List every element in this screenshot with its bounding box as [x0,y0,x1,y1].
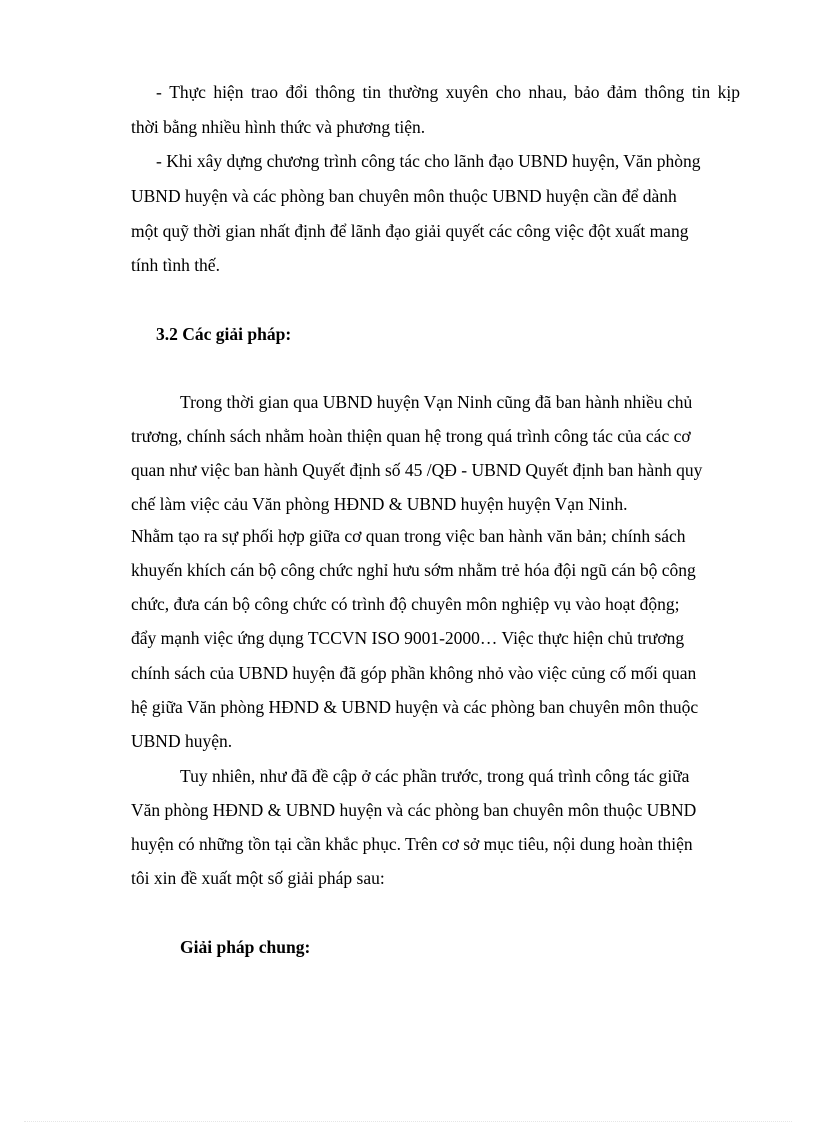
paragraph-2-line-2: UBND huyện và các phòng ban chuyên môn thuộc UBND huyện cần để dành [131,186,677,206]
paragraph-4-line-3: chức, đưa cán bộ công chức có trình độ chuyên môn nghiệp vụ vào hoạt động; [131,594,680,614]
paragraph-4-line-7: UBND huyện. [131,731,233,751]
paragraph-4-line-4: đẩy mạnh việc ứng dụng TCCVN ISO 9001-2000… Việc thực hiện chủ trương [131,628,685,648]
paragraph-5-line-3: huyện có những tồn tại cần khắc phục. Trên cơ sở mục tiêu, nội dung hoàn thiện [131,834,693,854]
paragraph-1-line-1: - Thực hiện trao đổi thông tin thường xuyên cho nhau, bảo đảm thông tin kịp [156,82,740,102]
paragraph-3-line-4: chế làm việc cảu Văn phòng HĐND & UBND huyện huyện Vạn Ninh. [131,494,628,514]
section-heading: 3.2 Các giải pháp: [156,324,292,344]
paragraph-5-line-2: Văn phòng HĐND & UBND huyện và các phòng ban chuyên môn thuộc UBND [131,800,697,820]
paragraph-3-line-3: quan như việc ban hành Quyết định số 45 /QĐ - UBND Quyết định ban hành quy [131,460,703,480]
paragraph-3-line-2: trương, chính sách nhằm hoàn thiện quan hệ trong quá trình công tác của các cơ [131,426,691,446]
paragraph-2-line-3: một quỹ thời gian nhất định để lãnh đạo giải quyết các công việc đột xuất mang [131,221,689,241]
paragraph-5-line-4: tôi xin đề xuất một số giải pháp sau: [131,868,385,888]
paragraph-4-line-1: Nhằm tạo ra sự phối hợp giữa cơ quan trong việc ban hành văn bản; chính sách [131,526,686,546]
paragraph-3-line-1: Trong thời gian qua UBND huyện Vạn Ninh cũng đã ban hành nhiều chủ [180,392,693,412]
paragraph-4-line-5: chính sách của UBND huyện đã góp phần không nhỏ vào việc củng cố mối quan [131,663,697,683]
paragraph-2-line-1: - Khi xây dựng chương trình công tác cho lãnh đạo UBND huyện, Văn phòng [156,151,701,171]
paragraph-1-line-2: thời bằng nhiều hình thức và phương tiện. [131,117,426,137]
paragraph-5-line-1: Tuy nhiên, như đã đề cập ở các phần trước, trong quá trình công tác giữa [180,766,690,786]
paragraph-4-line-2: khuyến khích cán bộ công chức nghỉ hưu sớm nhằm trẻ hóa đội ngũ cán bộ công [131,560,696,580]
paragraph-4-line-6: hệ giữa Văn phòng HĐND & UBND huyện và các phòng ban chuyên môn thuộc [131,697,699,717]
paragraph-2-line-4: tính tình thế. [131,255,220,275]
page-bottom-divider [24,1121,792,1122]
subheading: Giải pháp chung: [180,937,311,957]
